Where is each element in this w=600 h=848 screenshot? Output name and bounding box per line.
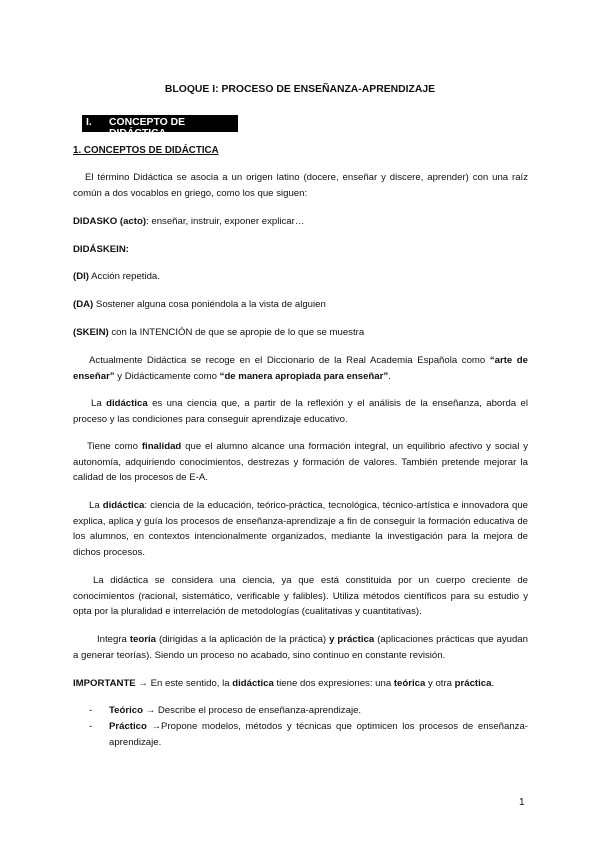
term-da: (DA): [73, 299, 94, 310]
bold-run: finalidad: [141, 441, 182, 452]
text-run: (aplicaciones prácticas que ayudan a generar teorías). Siendo un proceso no acabado, sino continuo en constante revisión.: [73, 634, 528, 661]
text-run: Actualmente Didáctica se recoge en el Diccionario de la Real Academia Española como: [89, 355, 490, 366]
text-run: (dirigidas a la aplicación de la práctica): [155, 634, 330, 645]
text-run: y otra: [425, 678, 455, 689]
text-run: y Didácticamente como: [114, 370, 220, 382]
bold-run: “de manera apropiada para enseñar”: [219, 370, 389, 382]
page-title: BLOQUE I: PROCESO DE ENSEÑANZA-APRENDIZAJE: [164, 84, 436, 95]
list-item-text: → Describe el proceso de enseñanza-aprendizaje.: [142, 705, 362, 716]
term-didasko: DIDASKO (acto): [73, 216, 147, 227]
definition-di: [73, 269, 528, 285]
list-item-term: Práctico: [109, 721, 147, 732]
paragraph-rae: [73, 353, 528, 384]
text-run: : ciencia de la educación, teórico-práctica, tecnológica, técnico-artística e innovadora que explica, aplica y guía los procesos de enseñanza-aprendizaje a fin de conseguir la formación educativa de los alumnos, en contextos intencionalmente organizados, mediante la investigación para la mejora de dichos procesos.: [73, 500, 528, 558]
list-dash: -: [89, 705, 93, 716]
list-item-term: Teórico: [109, 705, 143, 716]
text-di: Acción repetida.: [88, 271, 160, 282]
text-run: .: [388, 370, 391, 382]
term-skein: (SKEIN): [73, 327, 109, 338]
bold-run: didáctica: [102, 500, 145, 511]
text-run: La: [89, 500, 103, 511]
text-run: La: [91, 398, 107, 409]
term-didaskein: DIDÁSKEIN:: [73, 244, 129, 255]
list-item-body: [109, 719, 528, 750]
section-label: CONCEPTO DE DIDÁCTICA: [109, 117, 186, 139]
definition-skein: [73, 325, 528, 341]
text-run: .: [491, 678, 495, 689]
bold-run: didáctica: [106, 398, 148, 409]
text-run: Integra: [97, 634, 130, 645]
bold-run: didáctica: [232, 678, 274, 689]
text-run: → En este sentido, la: [135, 678, 233, 689]
heading-didaskein: [73, 242, 528, 258]
term-di: (DI): [73, 271, 89, 282]
paragraph-intro: El término Didáctica se asocia a un origen latino (docere, enseñar y discere, aprender) con una raíz común a dos vocablos en griego, como los que siguen:: [73, 172, 528, 199]
text-run: es una ciencia que, a partir de la reflexión y el análisis de la enseñanza, aborda el proceso y las condiciones para conseguir aprendizaje educativo.: [73, 398, 528, 425]
paragraph-importante: [73, 676, 528, 692]
text-da: Sostener alguna cosa poniéndola a la vista de alguien: [93, 299, 326, 310]
page-number: 1: [519, 797, 525, 808]
definition-da: [73, 297, 528, 313]
bold-run: y práctica: [329, 634, 375, 645]
list-dash: -: [89, 721, 93, 732]
text-didasko: : enseñar, instruir, exponer explicar…: [146, 216, 305, 227]
paragraph-cuerpo: La didáctica se considera una ciencia, ya que está constituida por un cuerpo creciente de conocimientos (racional, sistemático, verificable y falibles). Utiliza métodos científicos para su estudio y opta por la pluralidad e interrelación de metodologías (cualitativas y cuantitativas).: [73, 575, 528, 618]
paragraph-definicion: [73, 498, 528, 560]
text-run: Tiene como: [87, 441, 142, 452]
text-run: tiene dos expresiones: una: [273, 678, 394, 689]
definition-didasko: [73, 214, 528, 230]
section-heading: [82, 115, 238, 139]
paragraph-ciencia: [73, 396, 528, 427]
bold-run: práctica: [454, 678, 492, 689]
subsection-heading: 1. CONCEPTOS DE DIDÁCTICA: [73, 145, 219, 156]
text-skein: con la INTENCIÓN de que se apropie de lo que se muestra: [108, 327, 365, 338]
section-number: I.: [86, 117, 92, 128]
paragraph-integra: [73, 632, 528, 663]
bold-run: teórica: [393, 678, 426, 689]
bold-run: IMPORTANTE: [73, 678, 136, 689]
bold-run: “arte de enseñar”: [73, 355, 528, 382]
text-run: que el alumno alcance una formación integral, un equilibrio afectivo y social y autonomía, adquiriendo conocimientos, destrezas y formación de valores. También pretende mejorar la calidad de los procesos de E-A.: [73, 441, 528, 484]
bold-run: teoría: [129, 634, 156, 645]
paragraph-finalidad: [73, 439, 528, 486]
list-item-body: [109, 703, 528, 719]
list-item-text: →Propone modelos, métodos y técnicas que optimicen los procesos de enseñanza-aprendizaje.: [109, 721, 528, 748]
